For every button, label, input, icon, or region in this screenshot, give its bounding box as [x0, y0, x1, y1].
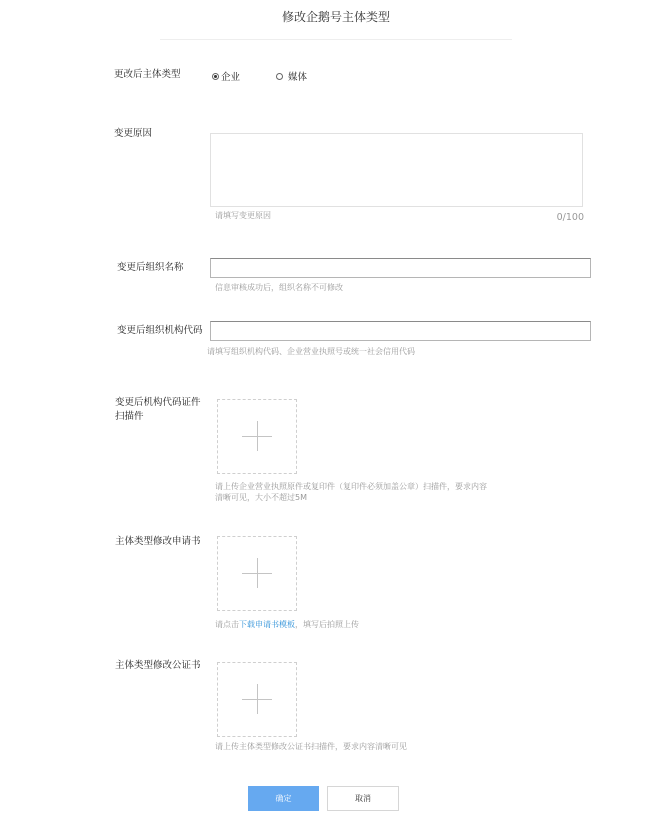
- application-hint-suffix: ，填写后拍照上传: [295, 620, 359, 629]
- download-template-link[interactable]: 下载申请书模板: [239, 620, 295, 629]
- reason-textarea[interactable]: [210, 133, 583, 207]
- subject-type-radio-group: [212, 69, 343, 83]
- org-code-input[interactable]: [210, 321, 591, 341]
- confirm-button[interactable]: 确定: [248, 786, 319, 811]
- radio-label-media: 媒体: [288, 72, 308, 83]
- org-name-hint: 信息审核成功后，组织名称不可修改: [215, 283, 343, 292]
- org-code-label: 变更后组织机构代码: [117, 325, 203, 336]
- radio-option-enterprise[interactable]: [212, 69, 240, 83]
- code-scan-upload-box[interactable]: [217, 399, 297, 474]
- application-hint-prefix: 请点击: [215, 620, 239, 629]
- radio-label-enterprise: 企业: [221, 72, 241, 83]
- subject-type-label: 更改后主体类型: [114, 69, 181, 80]
- page-title: 修改企鹅号主体类型: [281, 10, 390, 24]
- plus-icon: [257, 421, 258, 451]
- org-code-hint: 请填写组织机构代码、企业营业执照号或统一社会信用代码: [207, 347, 415, 356]
- reason-hint: 请填写变更原因: [215, 211, 271, 220]
- code-scan-label-line2: 扫描件: [115, 411, 144, 422]
- cancel-button[interactable]: 取消: [327, 786, 399, 811]
- code-scan-label-line1: 变更后机构代码证件: [115, 397, 201, 408]
- org-name-input[interactable]: [210, 258, 591, 278]
- notarization-upload-box[interactable]: [217, 662, 297, 737]
- plus-icon: [257, 684, 258, 714]
- application-hint: [215, 620, 359, 630]
- radio-unchecked-icon[interactable]: [276, 73, 283, 80]
- code-scan-hint-line2: 清晰可见，大小不超过5M: [215, 493, 307, 502]
- org-name-label: 变更后组织名称: [117, 262, 184, 273]
- radio-option-media[interactable]: [276, 69, 307, 83]
- notarization-label: 主体类型修改公证书: [115, 660, 201, 671]
- radio-checked-icon[interactable]: [212, 73, 219, 80]
- application-upload-box[interactable]: [217, 536, 297, 611]
- reason-char-counter: 0/100: [556, 212, 584, 223]
- plus-icon: [257, 558, 258, 588]
- code-scan-hint-line1: 请上传企业营业执照原件或复印件（复印件必须加盖公章）扫描件，要求内容: [215, 482, 487, 491]
- notarization-hint: 请上传主体类型修改公证书扫描件，要求内容清晰可见: [215, 742, 407, 751]
- reason-label: 变更原因: [114, 128, 153, 139]
- title-divider: [160, 39, 512, 40]
- application-label: 主体类型修改申请书: [115, 536, 201, 547]
